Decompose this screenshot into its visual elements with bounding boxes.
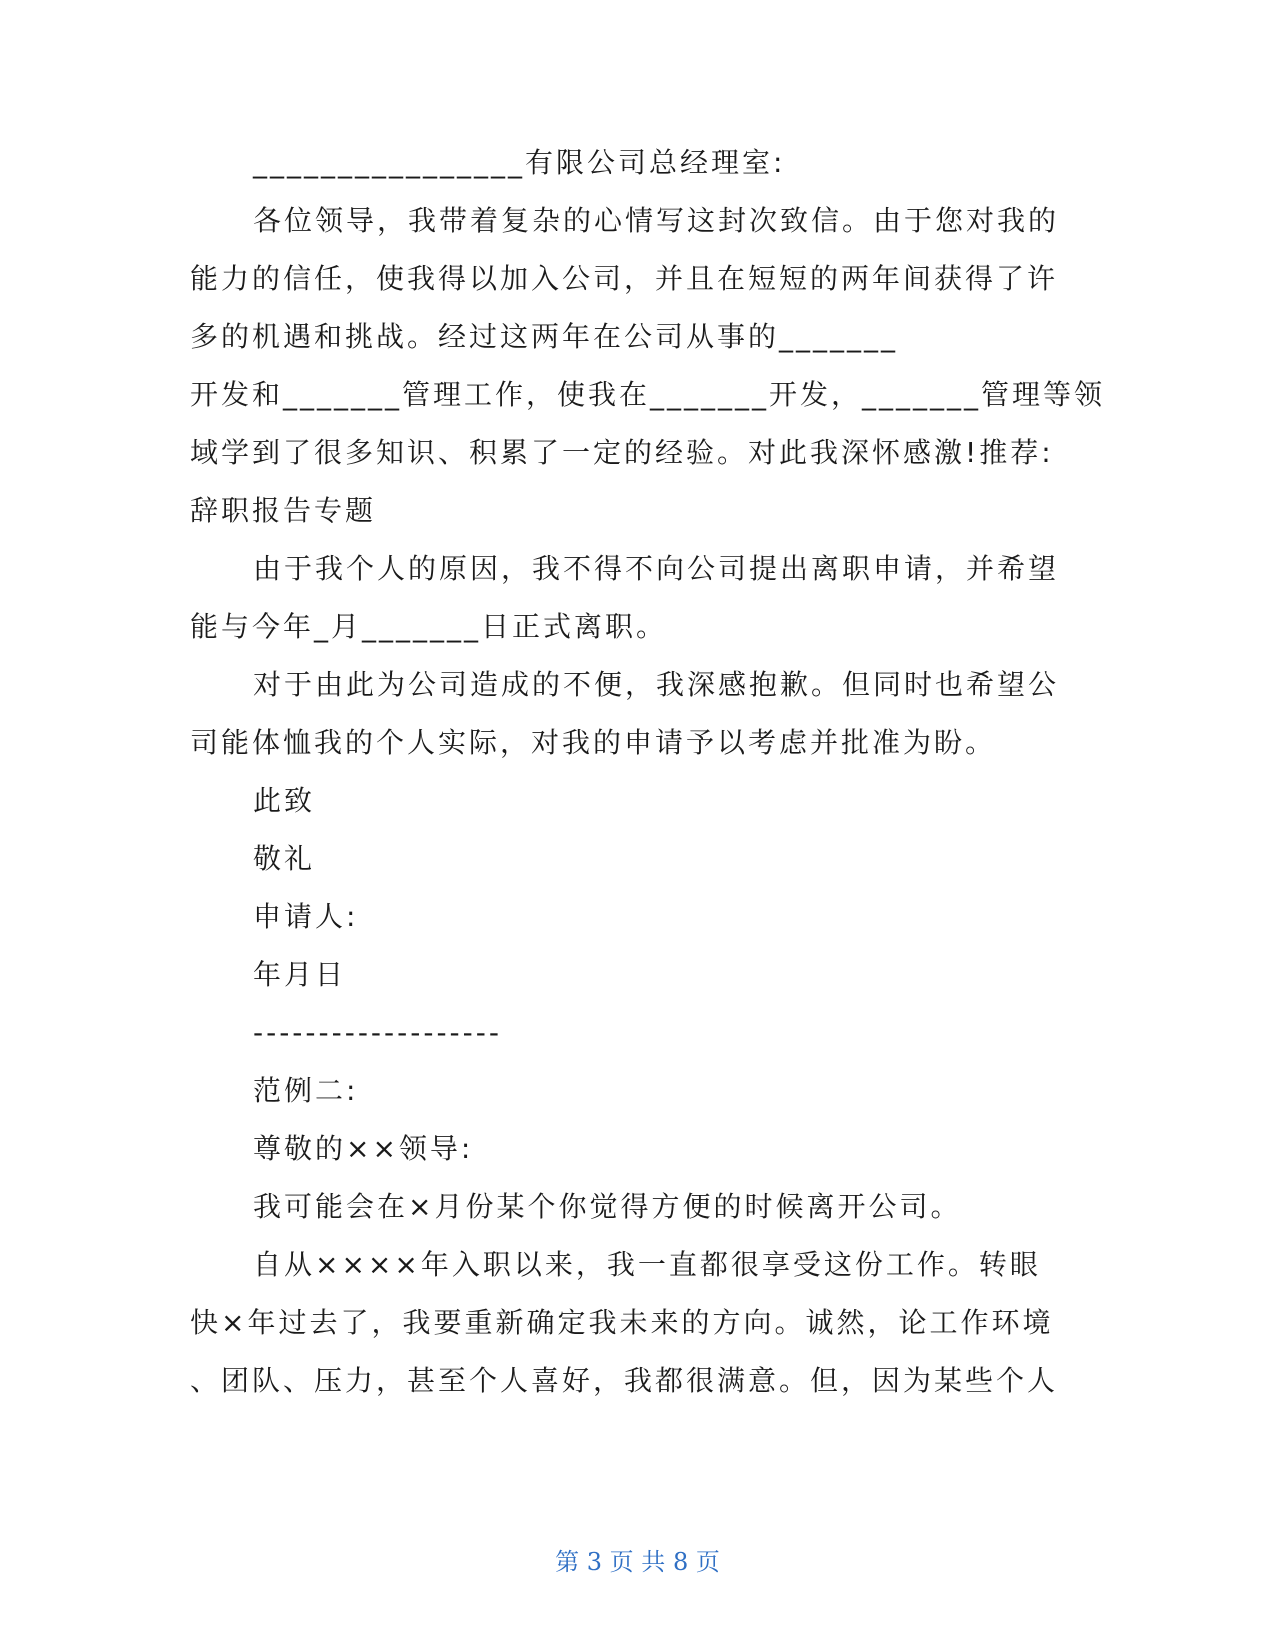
separator-line: ------------------- xyxy=(253,1016,502,1049)
paragraph-line: 快×年过去了，我要重新确定我未来的方向。诚然，论工作环境 xyxy=(190,1306,1054,1339)
page-number-footer: 第 3 页 共 8 页 xyxy=(555,1548,720,1576)
paragraph-line: 域学到了很多知识、积累了一定的经验。对此我深怀感激!推荐: xyxy=(190,436,1054,469)
paragraph-line: 能与今年_月_______日正式离职。 xyxy=(190,610,668,643)
closing-line: 敬礼 xyxy=(253,842,316,875)
salutation-line: 尊敬的××领导: xyxy=(253,1132,474,1165)
paragraph-line: 各位领导，我带着复杂的心情写这封次致信。由于您对我的 xyxy=(253,204,1060,237)
paragraph-line: 多的机遇和挑战。经过这两年在公司从事的_______ xyxy=(190,320,899,353)
paragraph-line: 由于我个人的原因，我不得不向公司提出离职申请，并希望 xyxy=(253,552,1060,585)
applicant-line: 申请人: xyxy=(253,900,359,933)
paragraph-line: 自从××××年入职以来，我一直都很享受这份工作。转眼 xyxy=(253,1248,1041,1281)
closing-line: 此致 xyxy=(253,784,316,817)
paragraph-line: 辞职报告专题 xyxy=(190,494,377,527)
paragraph-line: 开发和_______管理工作，使我在_______开发，_______管理等领 xyxy=(190,378,1106,411)
paragraph-line: 对于由此为公司造成的不便，我深感抱歉。但同时也希望公 xyxy=(253,668,1060,701)
date-line: 年月日 xyxy=(253,958,347,991)
paragraph-line: 我可能会在×月份某个你觉得方便的时候离开公司。 xyxy=(253,1190,962,1223)
paragraph-line: 能力的信任，使我得以加入公司，并且在短短的两年间获得了许 xyxy=(190,262,1059,295)
section-heading: 范例二: xyxy=(253,1074,359,1107)
paragraph-line: 、团队、压力，甚至个人喜好，我都很满意。但，因为某些个人 xyxy=(190,1364,1059,1397)
recipient-line: ________________有限公司总经理室: xyxy=(253,146,786,179)
paragraph-line: 司能体恤我的个人实际，对我的申请予以考虑并批准为盼。 xyxy=(190,726,997,759)
